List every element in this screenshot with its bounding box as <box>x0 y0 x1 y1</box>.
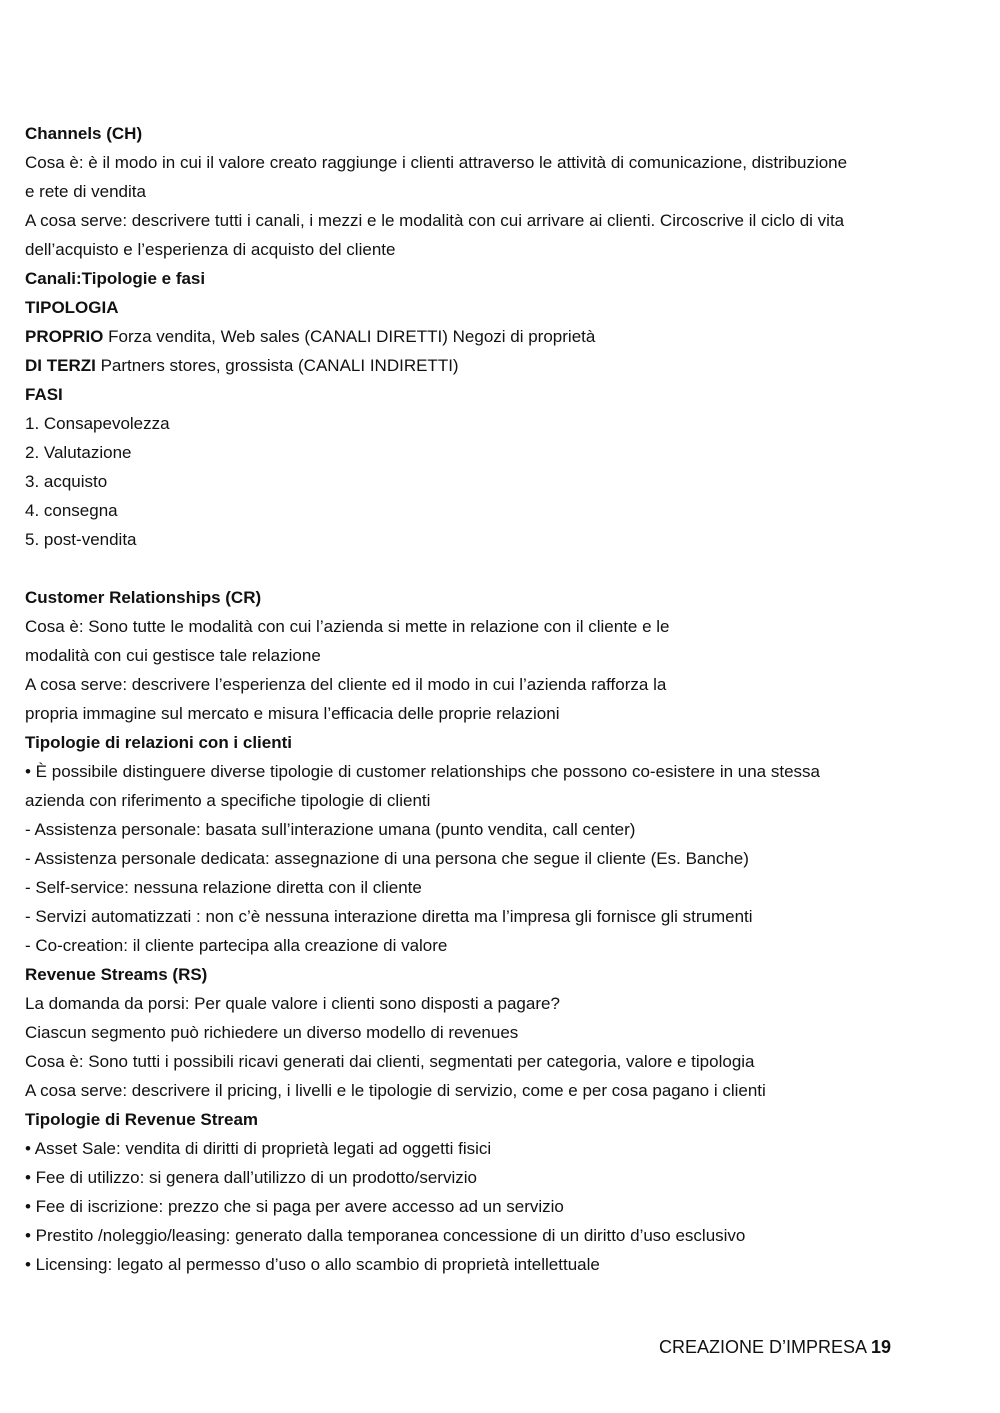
cr-cosa-e: Cosa è: Sono tutte le modalità con cui l’azienda si mette in relazione con il cliente e le <box>25 617 670 636</box>
fase-item: 5. post-vendita <box>25 530 137 549</box>
page-footer <box>659 1333 891 1362</box>
fase-item: 1. Consapevolezza <box>25 414 170 433</box>
page-number: 19 <box>871 1337 892 1357</box>
tipologia-heading: TIPOLOGIA <box>25 298 119 317</box>
channels-a-cosa-serve-cont: dell’acquisto e l’esperienza di acquisto del cliente <box>25 240 396 259</box>
terzi-label: DI TERZI <box>25 356 96 375</box>
cr-bullet-cont: azienda con riferimento a specifiche tipologie di clienti <box>25 791 431 810</box>
rs-cosa-e: Cosa è: Sono tutti i possibili ricavi generati dai clienti, segmentati per categoria, valore e tipologia <box>25 1052 755 1071</box>
terzi-line <box>25 351 975 380</box>
rs-heading: Revenue Streams (RS) <box>25 965 208 984</box>
rs-domanda: La domanda da porsi: Per quale valore i clienti sono disposti a pagare? <box>25 994 560 1013</box>
fasi-heading: FASI <box>25 385 63 404</box>
cr-heading: Customer Relationships (CR) <box>25 588 262 607</box>
cr-item: - Servizi automatizzati : non c’è nessuna interazione diretta ma l’impresa gli fornisce gli strumenti <box>25 907 753 926</box>
rs-item: • Fee di utilizzo: si genera dall’utilizzo di un prodotto/servizio <box>25 1168 477 1187</box>
fase-item: 3. acquisto <box>25 472 108 491</box>
rs-item: • Licensing: legato al permesso d’uso o allo scambio di proprietà intellettuale <box>25 1255 600 1274</box>
cr-tipologie-heading: Tipologie di relazioni con i clienti <box>25 733 292 752</box>
rs-tipologie-heading: Tipologie di Revenue Stream <box>25 1110 259 1129</box>
cr-item: - Assistenza personale dedicata: assegnazione di una persona che segue il cliente (Es. Banche) <box>25 849 749 868</box>
channels-cosa-e-cont: e rete di vendita <box>25 182 146 201</box>
cr-bullet: • È possibile distinguere diverse tipologie di customer relationships che possono co-esistere in una stessa <box>25 762 820 781</box>
rs-item: • Asset Sale: vendita di diritti di proprietà legati ad oggetti fisici <box>25 1139 492 1158</box>
rs-a-cosa-serve: A cosa serve: descrivere il pricing, i livelli e le tipologie di servizio, come e per cosa pagano i clienti <box>25 1081 766 1100</box>
fase-item: 2. Valutazione <box>25 443 132 462</box>
channels-heading: Channels (CH) <box>25 124 143 143</box>
cr-a-cosa-serve-cont: propria immagine sul mercato e misura l’efficacia delle proprie relazioni <box>25 704 560 723</box>
cr-cosa-e-cont: modalità con cui gestisce tale relazione <box>25 646 321 665</box>
cr-item: - Self-service: nessuna relazione diretta con il cliente <box>25 878 422 897</box>
footer-title: CREAZIONE D’IMPRESA <box>659 1337 872 1357</box>
channels-cosa-e: Cosa è: è il modo in cui il valore creato raggiunge i clienti attraverso le attività di comunicazione, distribuzione <box>25 153 848 172</box>
page-content <box>25 119 975 1279</box>
section-spacer <box>25 554 975 583</box>
canali-heading: Canali:Tipologie e fasi <box>25 269 206 288</box>
rs-item: • Fee di iscrizione: prezzo che si paga per avere accesso ad un servizio <box>25 1197 564 1216</box>
channels-a-cosa-serve: A cosa serve: descrivere tutti i canali, i mezzi e le modalità con cui arrivare ai clienti. Circoscrive il ciclo di vita <box>25 211 845 230</box>
rs-item: • Prestito /noleggio/leasing: generato dalla temporanea concessione di un diritto d’uso esclusivo <box>25 1226 746 1245</box>
fase-item: 4. consegna <box>25 501 118 520</box>
cr-item: - Co-creation: il cliente partecipa alla creazione di valore <box>25 936 448 955</box>
proprio-label: PROPRIO <box>25 327 104 346</box>
proprio-line <box>25 322 975 351</box>
rs-segmento: Ciascun segmento può richiedere un diverso modello di revenues <box>25 1023 519 1042</box>
proprio-text: Forza vendita, Web sales (CANALI DIRETTI) Negozi di proprietà <box>103 327 596 346</box>
terzi-text: Partners stores, grossista (CANALI INDIRETTI) <box>95 356 459 375</box>
cr-a-cosa-serve: A cosa serve: descrivere l’esperienza del cliente ed il modo in cui l’azienda rafforza la <box>25 675 667 694</box>
cr-item: - Assistenza personale: basata sull’interazione umana (punto vendita, call center) <box>25 820 636 839</box>
